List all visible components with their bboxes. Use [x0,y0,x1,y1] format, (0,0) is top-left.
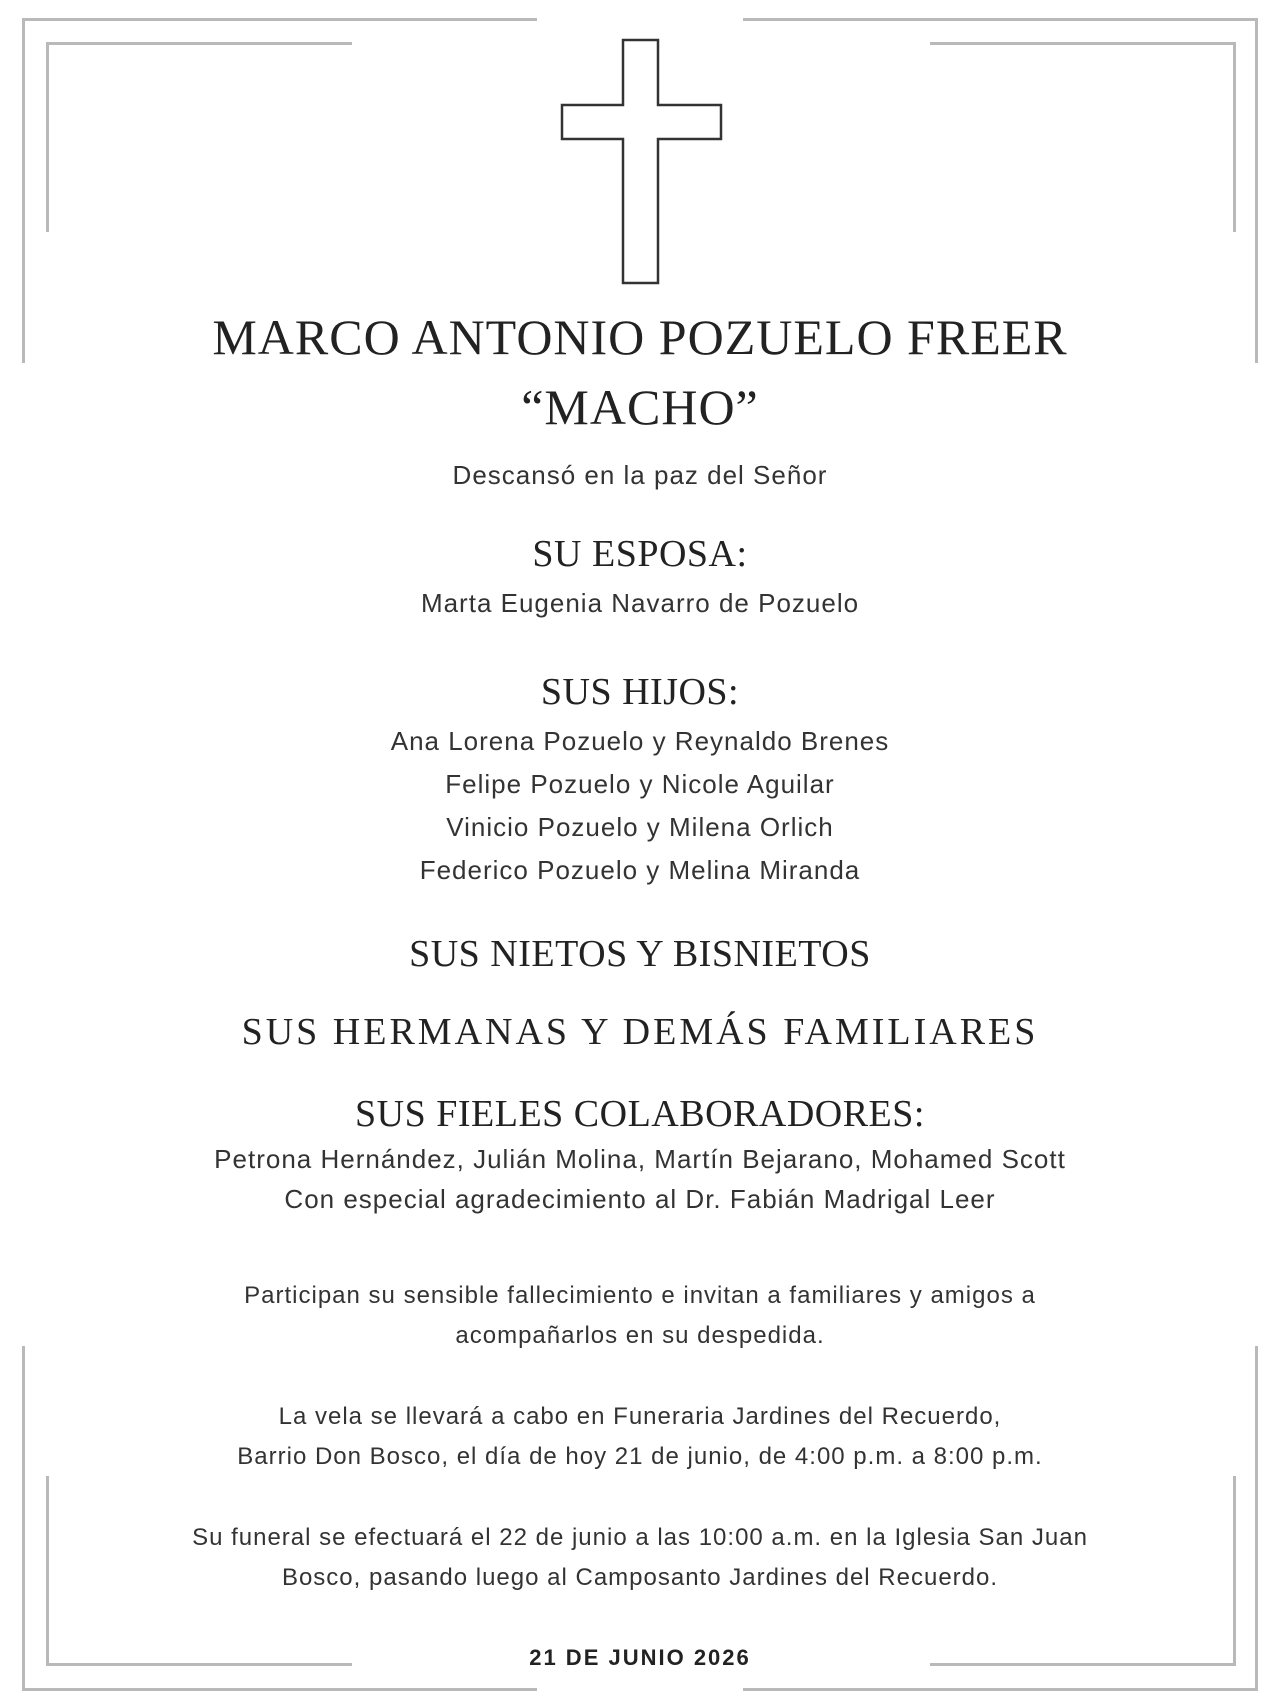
collaborators-heading: SUS FIELES COLABORADORES: [355,1093,925,1135]
announcement-line: Participan su sensible fallecimiento e invitan a familiares y amigos a [244,1282,1036,1309]
frame-left-inner-top [46,42,49,232]
subtitle: Descansó en la paz del Señor [452,460,828,490]
frame-left-outer-bottom [22,1346,25,1691]
vigil-line: Barrio Don Bosco, el día de hoy 21 de junio, de 4:00 p.m. a 8:00 p.m. [237,1443,1043,1470]
spouse-name: Marta Eugenia Navarro de Pozuelo [420,588,860,618]
child-line: Vinicio Pozuelo y Milena Orlich [446,812,834,842]
frame-bottom-right-outer [743,1688,1258,1691]
deceased-name: MARCO ANTONIO POZUELO FREER [212,309,1068,365]
publication-date: 21 DE JUNIO 2026 [529,1645,751,1670]
funeral-line: Bosco, pasando luego al Camposanto Jardines del Recuerdo. [281,1564,999,1591]
siblings-heading: SUS HERMANAS Y DEMÁS FAMILIARES [241,1011,1039,1053]
deceased-nickname: “MACHO” [521,379,759,435]
cross-icon [560,38,724,286]
grandchildren-heading: SUS NIETOS Y BISNIETOS [409,933,871,975]
frame-right-outer-bottom [1255,1346,1258,1691]
child-line: Felipe Pozuelo y Nicole Aguilar [445,769,835,799]
frame-top-right-outer [743,18,1258,21]
frame-top-right-inner [930,42,1236,45]
frame-right-inner-top [1233,42,1236,232]
collaborators-names: Petrona Hernández, Julián Molina, Martín Bejarano, Mohamed Scott [214,1144,1066,1174]
children-heading: SUS HIJOS: [540,671,740,713]
spouse-heading: SU ESPOSA: [532,533,748,575]
funeral-line: Su funeral se efectuará el 22 de junio a las 10:00 a.m. en la Iglesia San Juan [192,1524,1088,1551]
frame-top-left-outer [22,18,537,21]
thanks-line: Con especial agradecimiento al Dr. Fabián Madrigal Leer [284,1184,996,1214]
child-line: Federico Pozuelo y Melina Miranda [419,855,861,885]
child-line: Ana Lorena Pozuelo y Reynaldo Brenes [390,726,890,756]
frame-top-left-inner [46,42,352,45]
frame-bottom-left-outer [22,1688,537,1691]
vigil-line: La vela se llevará a cabo en Funeraria Jardines del Recuerdo, [278,1403,1002,1430]
announcement-line: acompañarlos en su despedida. [455,1322,825,1349]
